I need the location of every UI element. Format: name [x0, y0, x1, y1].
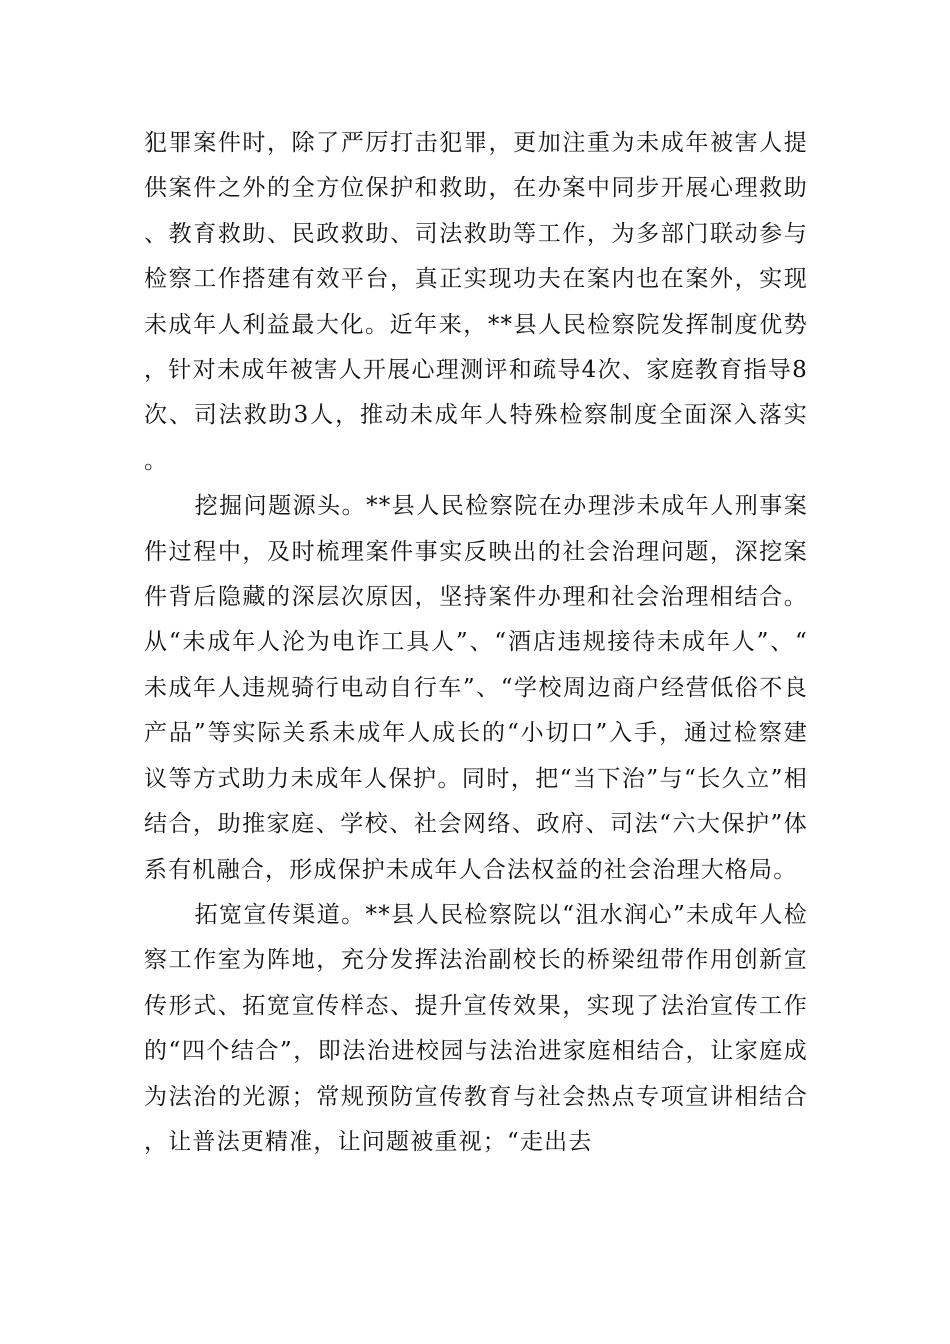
paragraph-publicity-channels: 拓宽宣传渠道。**县人民检察院以“沮水润心”未成年人检察工作室为阵地，充分发挥法治副校长的桥梁纽带作用创新宣传形式、拓宽宣传样态、提升宣传效果，实现了法治宣传工作的“四个结合”，即法治进校园与法治进家庭相结合，让家庭成为法治的光源；常规预防宣传教育与社会热点专项宣讲相结合，让普法更精准，让问题被重视；“走出去: [144, 901, 808, 1155]
paragraph-problem-source: 挖掘问题源头。**县人民检察院在办理涉未成年人刑事案件过程中，及时梳理案件事实反映出的社会治理问题，深挖案件背后隐藏的深层次原因，坚持案件办理和社会治理相结合。从“未成年人沦为电诈工具人”、“酒店违规接待未成年人”、“未成年人违规骑行电动自行车”、“学校周边商户经营低俗不良产品”等实际关系未成年人成长的“小切口”入手，通过检察建议等方式助力未成年人保护。同时，把“当下治”与“长久立”相结合，助推家庭、学校、社会网络、政府、司法“六大保护”体系有机融合，形成保护未成年人合法权益的社会治理大格局。: [144, 493, 808, 883]
paragraph-continuation: 犯罪案件时，除了严厉打击犯罪，更加注重为未成年被害人提供案件之外的全方位保护和救助，在办案中同步开展心理救助、教育救助、民政救助、司法救助等工作，为多部门联动参与检察工作搭建有效平台，真正实现功夫在案内也在案外，实现未成年人利益最大化。近年来，**县人民检察院发挥制度优势，针对未成年被害人开展心理测评和疏导4次、家庭教育指导8次、司法救助3人，推动未成年人特殊检察制度全面深入落实。: [144, 130, 808, 474]
document-body: [144, 121, 808, 1165]
